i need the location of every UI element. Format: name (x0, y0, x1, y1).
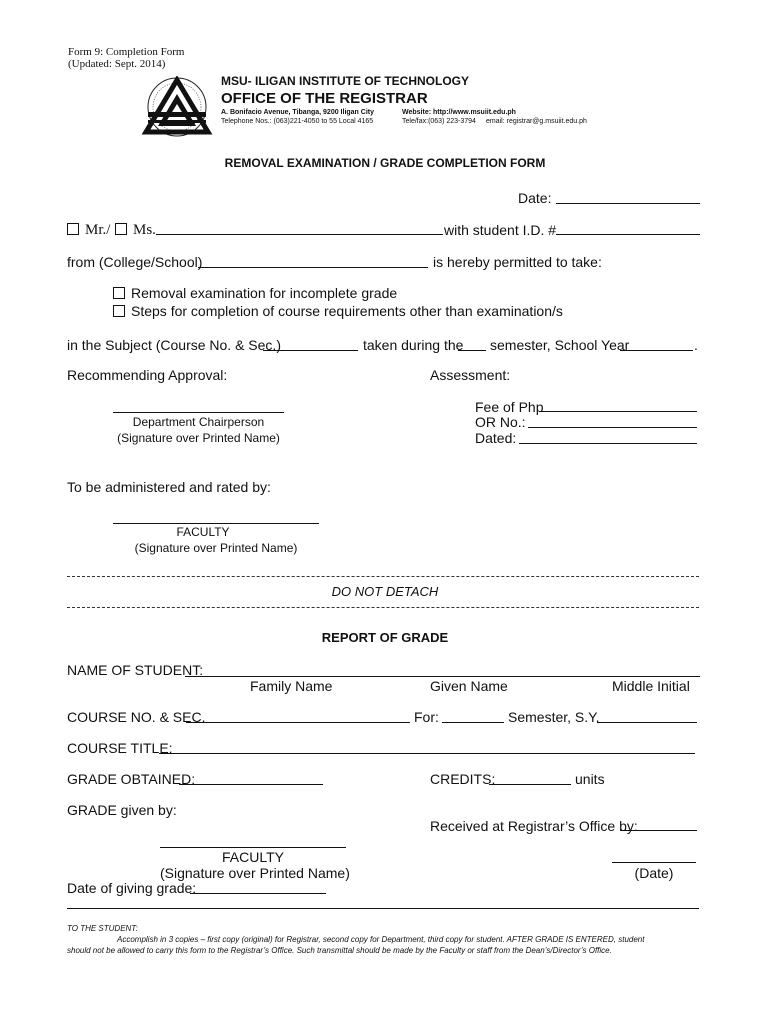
credits-label: CREDITS: (430, 771, 496, 787)
removal-exam-label: Removal examination for incomplete grade (131, 285, 398, 301)
website: Website: http://www.msuiit.edu.ph (402, 109, 516, 116)
permitted-label: is hereby permitted to take: (433, 254, 602, 270)
or-no-field[interactable] (528, 427, 697, 428)
date-field[interactable] (556, 203, 700, 204)
report-faculty-label: FACULTY (222, 849, 284, 865)
completion-steps-option[interactable] (113, 303, 563, 319)
middle-initial-label: Middle Initial (612, 678, 690, 694)
to-student-label: TO THE STUDENT: (67, 924, 138, 933)
report-student-name-field[interactable] (185, 676, 700, 677)
dated-field[interactable] (519, 443, 697, 444)
detach-line-bottom (67, 607, 699, 608)
student-name-label: NAME OF STUDENT: (67, 662, 204, 678)
for-field[interactable] (442, 722, 504, 723)
dept-chair-label: Department Chairperson (132, 415, 265, 429)
course-title-field[interactable] (159, 753, 695, 754)
or-no-label: OR No.: (475, 414, 526, 430)
course-no-label: COURSE NO. & SEC. (67, 709, 206, 725)
grade-given-by-label: GRADE given by: (67, 802, 177, 818)
do-not-detach: DO NOT DETACH (331, 584, 439, 599)
received-by-field[interactable] (621, 830, 697, 831)
family-name-label: Family Name (250, 678, 333, 694)
dept-chair-sig-label: (Signature over Printed Name) (117, 431, 280, 445)
school-year-field[interactable] (620, 350, 693, 351)
fee-field[interactable] (539, 411, 697, 412)
subject-field[interactable] (263, 350, 358, 351)
report-faculty-sig-label: (Signature over Printed Name) (160, 865, 350, 881)
form-id: Form 9: Completion Form (68, 46, 185, 58)
form-updated: (Updated: Sept. 2014) (68, 58, 166, 70)
email: email: registrar@g.msuiit.edu.ph (486, 118, 587, 125)
faculty-label: FACULTY (176, 525, 230, 539)
instruction-line-1: Accomplish in 3 copies – first copy (original) for Registrar, second copy for Department, third copy for student. AFTER GRADE IS ENTERED, student (117, 935, 645, 944)
taken-during-label: taken during the (363, 337, 464, 353)
semester-field[interactable] (458, 350, 486, 351)
units-label: units (575, 771, 605, 787)
semester-sy-label: Semester, S.Y. (508, 709, 600, 725)
course-title-label: COURSE TITLE: (67, 740, 173, 756)
college-label: from (College/School) (67, 254, 203, 270)
ms-label: Ms. (133, 222, 156, 238)
credits-field[interactable] (489, 784, 571, 785)
form-title: REMOVAL EXAMINATION / GRADE COMPLETION FORM (224, 156, 546, 170)
mr-option[interactable] (67, 222, 110, 239)
assessment-label: Assessment: (430, 367, 511, 383)
fee-label: Fee of Php (475, 399, 544, 415)
school-year-label: semester, School Year (490, 337, 630, 353)
date-paren-label: (Date) (634, 865, 674, 881)
dated-label: Dated: (475, 430, 517, 446)
ms-option[interactable] (115, 222, 156, 239)
report-faculty-signature-line[interactable] (160, 847, 346, 848)
received-date-line[interactable] (612, 862, 696, 863)
student-name-field[interactable] (156, 234, 443, 235)
telefax: Tele/fax:(063) 223-3794 (402, 118, 476, 125)
date-giving-field[interactable] (190, 893, 326, 894)
administered-label: To be administered and rated by: (67, 479, 271, 495)
for-label: For: (414, 709, 439, 725)
subject-label: in the Subject (Course No. & Sec.) (67, 337, 281, 353)
date-label: Date: (518, 190, 552, 206)
msu-iit-seal-icon (138, 76, 216, 138)
detach-line-top (67, 576, 699, 577)
semester-sy-field[interactable] (597, 722, 697, 723)
grade-obtained-label: GRADE OBTAINED: (67, 771, 196, 787)
grade-obtained-field[interactable] (179, 784, 323, 785)
removal-exam-option[interactable] (113, 285, 397, 301)
college-field[interactable] (198, 267, 428, 268)
footer-divider (67, 908, 699, 909)
chairperson-signature-line[interactable] (113, 412, 284, 413)
ms-checkbox[interactable] (115, 223, 127, 235)
address: A. Bonifacio Avenue, Tibanga, 9200 Iligan City (221, 109, 374, 116)
report-title: REPORT OF GRADE (321, 630, 449, 645)
institution-name: MSU- ILIGAN INSTITUTE OF TECHNOLOGY (221, 74, 469, 88)
student-id-label: with student I.D. # (444, 222, 557, 238)
received-label: Received at Registrar’s Office by: (430, 818, 638, 834)
student-id-field[interactable] (556, 234, 700, 235)
faculty-signature-line[interactable] (113, 523, 319, 524)
office-name: OFFICE OF THE REGISTRAR (221, 90, 428, 107)
faculty-sig-label: (Signature over Printed Name) (134, 541, 298, 555)
completion-steps-checkbox[interactable] (113, 305, 125, 317)
date-giving-label: Date of giving grade: (67, 880, 197, 896)
mr-checkbox[interactable] (67, 223, 79, 235)
period: . (694, 337, 698, 353)
mr-label: Mr./ (85, 222, 111, 238)
removal-exam-checkbox[interactable] (113, 287, 125, 299)
completion-steps-label: Steps for completion of course requirements other than examination/s (131, 303, 563, 319)
given-name-label: Given Name (430, 678, 508, 694)
recommending-approval-label: Recommending Approval: (67, 367, 228, 383)
course-no-field[interactable] (186, 722, 410, 723)
telephone: Telephone Nos.: (063)221-4050 to 55 Local 4165 (221, 118, 374, 125)
instruction-line-2: should not be allowed to carry this form to the Registrar’s Office. Such transmittal should be made by the Faculty or staff from the Dean’s/Director’s Office. (67, 946, 612, 955)
